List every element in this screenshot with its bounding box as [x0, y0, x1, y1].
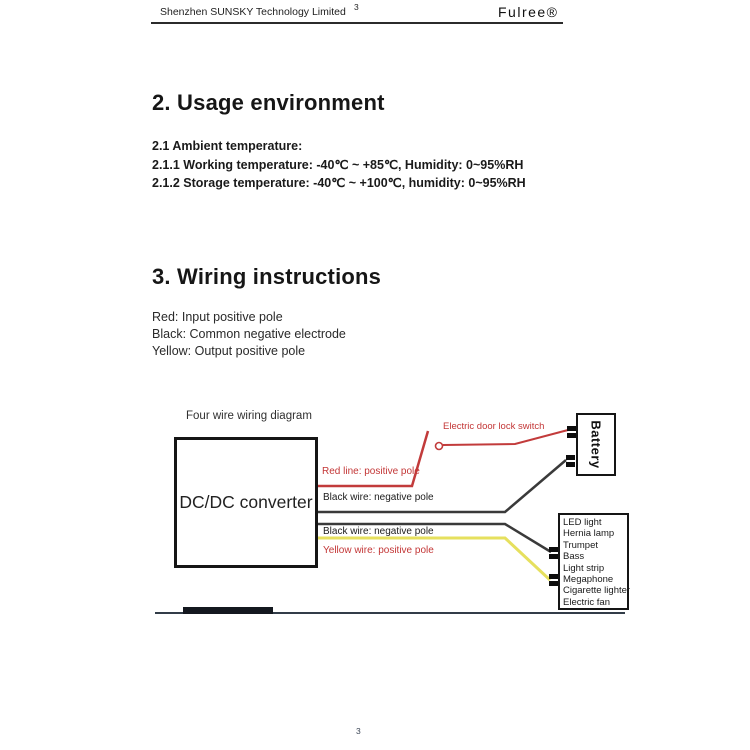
- usage-line-working: 2.1.1 Working temperature: -40℃ ~ +85℃, Humidity: 0~95%RH: [152, 158, 524, 172]
- header-brand-logo: Fulree®: [498, 4, 559, 20]
- load-list-box: [558, 513, 629, 610]
- header-rule: [151, 22, 563, 24]
- black-wire-1-label: Black wire: negative pole: [323, 492, 434, 503]
- dcdc-converter-label: DC/DC converter: [179, 492, 313, 512]
- baseline-thick-segment: [183, 607, 273, 614]
- load-item: Electric fan: [563, 596, 610, 608]
- load-item: Cigarette lighter: [563, 585, 631, 597]
- section-usage-title: 2. Usage environment: [152, 90, 385, 115]
- load-item: Trumpet: [563, 539, 599, 551]
- diagram-title: Four wire wiring diagram: [186, 410, 312, 422]
- header-superscript: 3: [354, 2, 359, 12]
- wiring-line-yellow: Yellow: Output positive pole: [152, 344, 306, 358]
- load-negative-terminal-icon: [549, 547, 558, 561]
- black-wire-2-label: Black wire: negative pole: [323, 526, 434, 537]
- load-item: Bass: [563, 551, 585, 563]
- red-wire-to-battery: [443, 430, 568, 445]
- header-company-title: Shenzhen SUNSKY Technology Limited: [160, 6, 346, 18]
- load-positive-terminal-icon: [549, 574, 558, 588]
- section-wiring-title: 3. Wiring instructions: [152, 264, 382, 289]
- door-lock-switch-label: Electric door lock switch: [443, 421, 545, 432]
- load-item: Megaphone: [563, 574, 614, 586]
- page-number: 3: [356, 726, 361, 736]
- battery-box: [576, 413, 616, 476]
- load-item: Hernia lamp: [563, 528, 615, 540]
- battery-positive-terminal-icon: [567, 426, 576, 440]
- battery-label: Battery: [588, 420, 604, 469]
- battery-negative-terminal-icon: [566, 455, 575, 469]
- load-item: Light strip: [563, 562, 605, 574]
- dcdc-converter-box: [174, 437, 318, 568]
- usage-line-ambient: 2.1 Ambient temperature:: [152, 139, 303, 153]
- wiring-line-black: Black: Common negative electrode: [152, 327, 346, 341]
- red-wire-label: Red line: positive pole: [322, 466, 420, 477]
- red-wire: [318, 431, 428, 486]
- door-lock-switch-contact-icon: [436, 443, 443, 450]
- wiring-line-red: Red: Input positive pole: [152, 310, 283, 324]
- load-item: LED light: [563, 517, 602, 528]
- yellow-wire-label: Yellow wire: positive pole: [323, 545, 434, 556]
- usage-line-storage: 2.1.2 Storage temperature: -40℃ ~ +100℃, humidity: 0~95%RH: [152, 176, 526, 190]
